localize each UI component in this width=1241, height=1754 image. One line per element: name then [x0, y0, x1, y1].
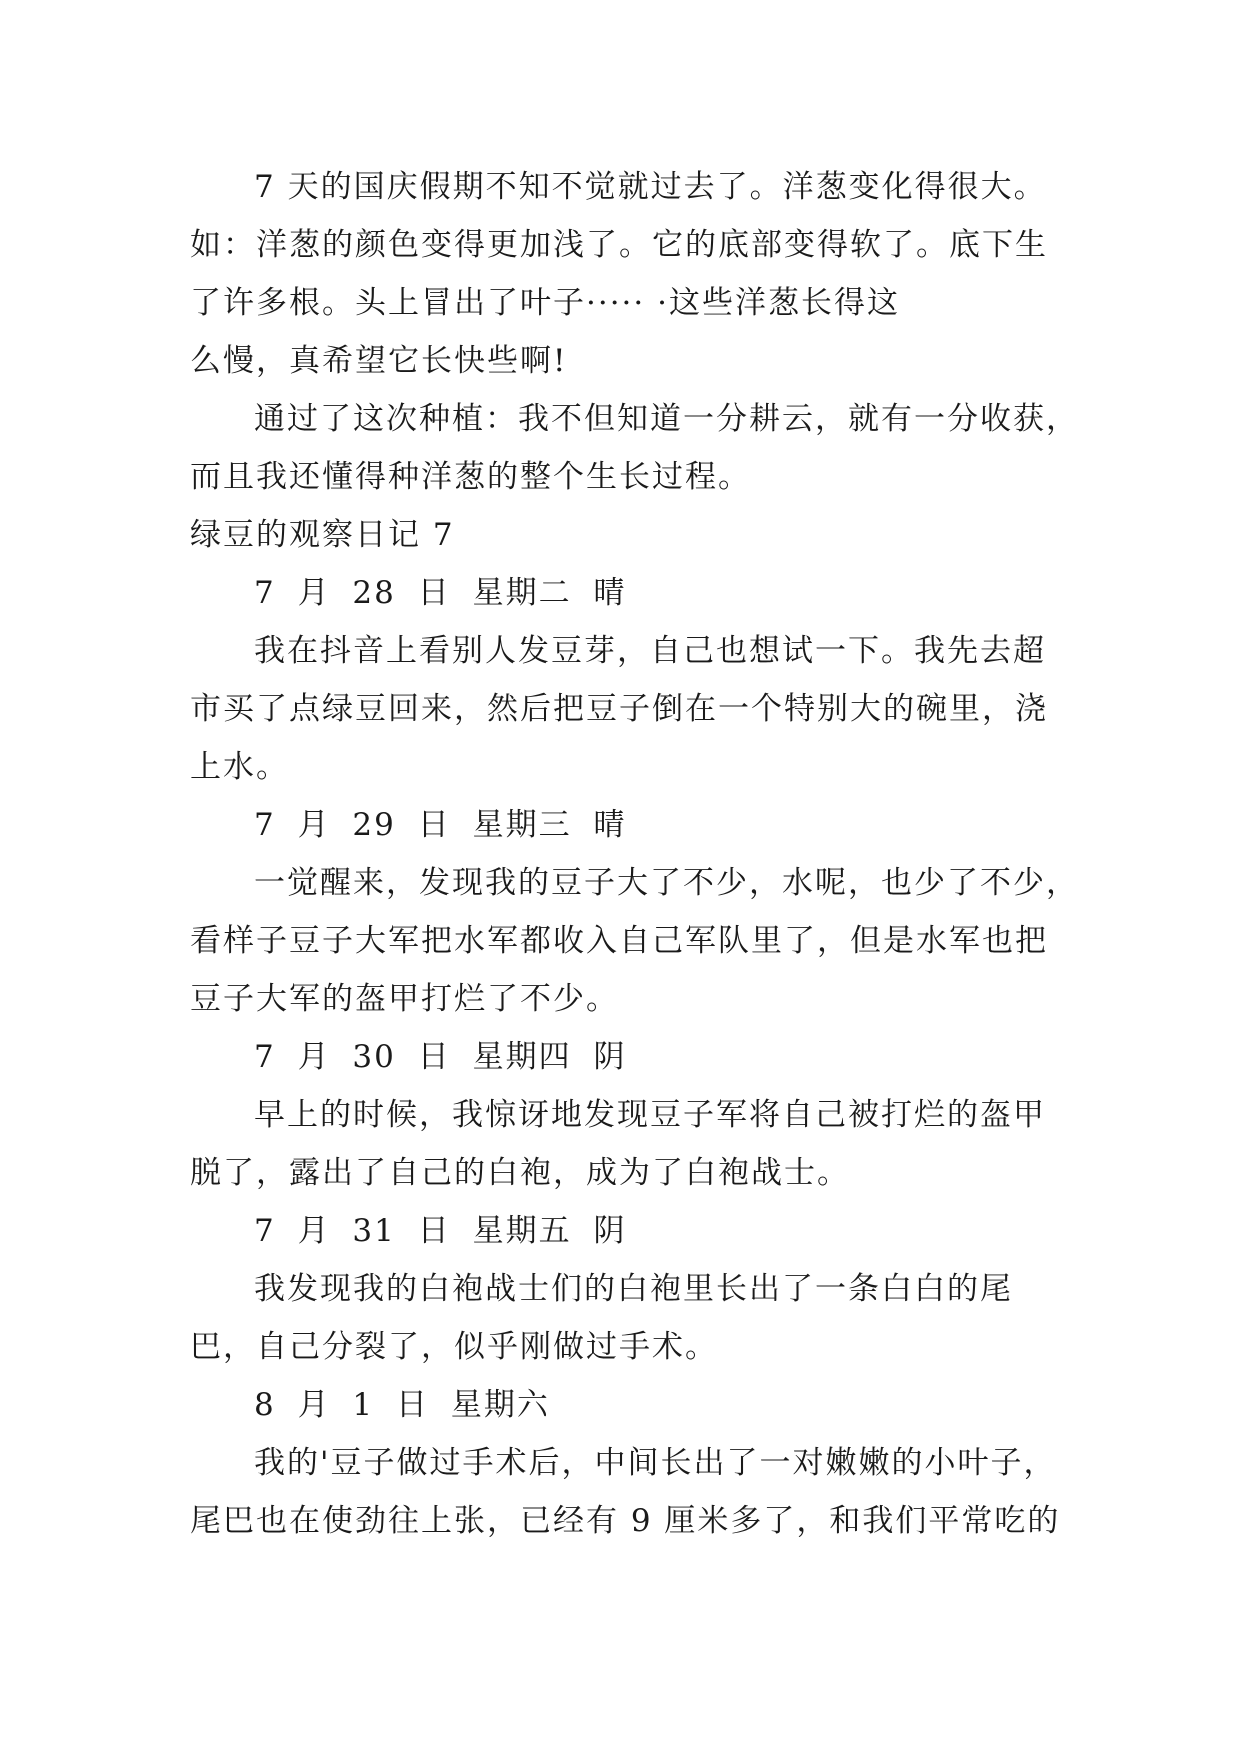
paragraph-line: 脱了，露出了自己的白袍，成为了白袍战士。: [190, 1155, 850, 1191]
paragraph-line: 如：洋葱的颜色变得更加浅了。它的底部变得软了。底下生: [190, 227, 1048, 263]
paragraph-line: 早上的时候，我惊讶地发现豆子军将自己被打烂的盔甲: [254, 1097, 1046, 1133]
paragraph-line: 尾巴也在使劲往上张，已经有 9 厘米多了，和我们平常吃的: [190, 1503, 1061, 1539]
paragraph-line: 7 天的国庆假期不知不觉就过去了。洋葱变化得很大。: [254, 169, 1047, 205]
paragraph-line: 通过了这次种植：我不但知道一分耕云，就有一分收获，: [254, 401, 1079, 437]
paragraph-line: 上水。: [190, 749, 289, 785]
section-title: 绿豆的观察日记 7: [190, 517, 455, 553]
diary-date: 7 月 28 日 星期二 晴: [254, 575, 627, 611]
diary-date: 7 月 30 日 星期四 阴: [254, 1039, 627, 1075]
diary-date: 7 月 29 日 星期三 晴: [254, 807, 627, 843]
paragraph-line: 而且我还懂得种洋葱的整个生长过程。: [190, 459, 751, 495]
diary-date: 8 月 1 日 星期六: [254, 1387, 550, 1423]
paragraph-line: 了许多根。头上冒出了叶子····· ·这些洋葱长得这: [190, 285, 900, 321]
document-body: [190, 158, 1079, 1550]
paragraph-line: 我的'豆子做过手术后，中间长出了一对嫩嫩的小叶子，: [254, 1445, 1057, 1481]
paragraph-line: 我发现我的白袍战士们的白袍里长出了一条白白的尾: [254, 1271, 1013, 1307]
paragraph-line: 看样子豆子大军把水军都收入自己军队里了，但是水军也把: [190, 923, 1048, 959]
diary-date: 7 月 31 日 星期五 阴: [254, 1213, 627, 1249]
paragraph-line: 巴，自己分裂了，似乎刚做过手术。: [190, 1329, 718, 1365]
paragraph-line: 么慢，真希望它长快些啊!: [190, 343, 568, 379]
paragraph-line: 市买了点绿豆回来，然后把豆子倒在一个特别大的碗里，浇: [190, 691, 1048, 727]
paragraph-line: 一觉醒来，发现我的豆子大了不少，水呢，也少了不少，: [254, 865, 1079, 901]
paragraph-line: 我在抖音上看别人发豆芽，自己也想试一下。我先去超: [254, 633, 1046, 669]
paragraph-line: 豆子大军的盔甲打烂了不少。: [190, 981, 619, 1017]
